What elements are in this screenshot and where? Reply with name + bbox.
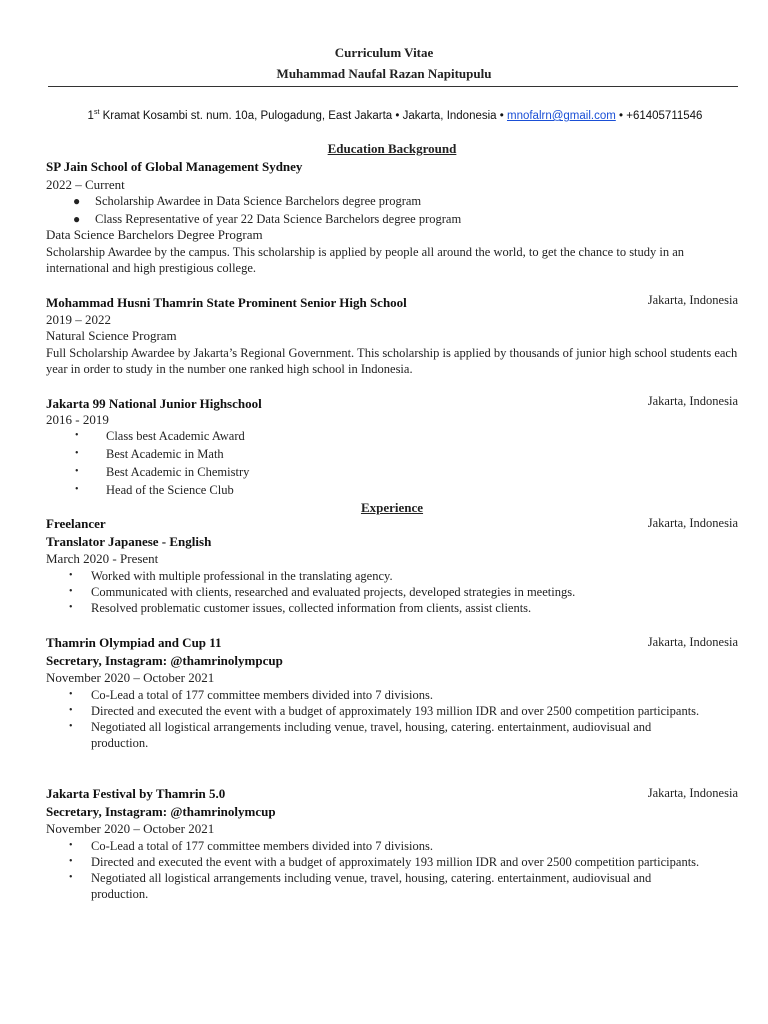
document-title: Curriculum Vitae [334,45,434,60]
list-item: • Negotiated all logistical arrangements including venue, travel, housing, catering. entertainment, audiovisual and production. [69,871,652,901]
jakarta99-location: Jakarta, Indonesia [647,394,738,408]
sp-jain-school-name: SP Jain School of Global Management Sydney [46,159,303,174]
bullet-icon: ● [73,212,81,226]
list-item: • Class best Academic Award [75,429,245,443]
list-item: • Best Academic in Math [75,447,224,461]
bullet-icon: • [69,721,73,732]
bullet-icon: • [69,586,73,597]
experience-section-title: Experience [360,500,424,515]
phone-number: • +61405711546 [615,109,703,122]
freelancer-bullet-list [60,568,700,616]
list-item: • Resolved problematic customer issues, collected information from clients, assist clients. [69,601,532,615]
list-item: • Directed and executed the event with a budget of approximately 193 million IDR and over 2500 competition participants. [69,855,700,869]
festival-bullet-list [60,838,700,902]
thamrin-description: Full Scholarship Awardee by Jakarta’s Regional Government. This scholarship is applied by thousands of junior high school students each year in order to study in the number one ranked high school in Indonesia. [46,346,738,376]
list-item: • Co-Lead a total of 177 committee members divided into 7 divisions. [69,688,433,702]
freelancer-org: Freelancer [46,516,106,531]
bullet-icon: ● [73,194,81,208]
bullet-icon: • [69,840,73,851]
olympiad-location: Jakarta, Indonesia [647,635,738,649]
sp-jain-description: Scholarship Awardee by the campus. This scholarship is applied by people all around the world, to get the chance to study in an international and high prestigious college. [46,245,685,275]
list-item: • Best Academic in Chemistry [75,465,250,479]
list-item: • Negotiated all logistical arrangements including venue, travel, housing, catering. entertainment, audiovisual and production. [69,720,652,750]
thamrin-school-name: Mohammad Husni Thamrin State Prominent Senior High School [46,295,407,310]
olympiad-role: Secretary, Instagram: @thamrinolympcup [46,653,283,668]
freelancer-period: March 2020 - Present [46,551,159,566]
festival-role: Secretary, Instagram: @thamrinolymcup [46,804,276,819]
header-divider [48,86,738,87]
address-text: Kramat Kosambi st. num. 10a, Pulogadung, East Jakarta • Jakarta, Indonesia • [99,109,507,122]
list-item: ● Class Representative of year 22 Data Science Barchelors degree program [73,212,462,226]
festival-org: Jakarta Festival by Thamrin 5.0 [46,786,226,801]
bullet-icon: • [75,430,79,441]
list-item: • Directed and executed the event with a budget of approximately 193 million IDR and over 2500 competition participants. [69,704,700,718]
bullet-icon: • [75,448,79,459]
email-link[interactable]: mnofalrn@gmail.com [506,109,616,122]
bullet-icon: • [69,570,73,581]
freelancer-role: Translator Japanese - English [46,534,212,549]
bullet-icon: • [69,602,73,613]
sp-jain-bullet-list [60,192,461,228]
list-item: • Worked with multiple professional in the translating agency. [69,569,393,583]
bullet-icon: • [69,689,73,700]
olympiad-org: Thamrin Olympiad and Cup 11 [46,635,222,650]
bullet-icon: • [69,705,73,716]
bullet-icon: • [69,872,73,883]
olympiad-period: November 2020 – October 2021 [46,670,215,685]
festival-location: Jakarta, Indonesia [647,786,738,800]
bullet-icon: • [75,466,79,477]
list-item: • Co-Lead a total of 177 committee members divided into 7 divisions. [69,839,433,853]
bullet-icon: • [75,484,79,495]
list-item: ● Scholarship Awardee in Data Science Barchelors degree program [73,194,422,208]
jakarta99-school-name: Jakarta 99 National Junior Highschool [46,396,262,411]
education-section-title: Education Background [327,141,457,156]
thamrin-program: Natural Science Program [46,328,177,343]
jakarta99-period: 2016 - 2019 [46,412,109,427]
sp-jain-program: Data Science Barchelors Degree Program [46,227,263,242]
list-item: • Communicated with clients, researched and evaluated projects, developed strategies in meetings. [69,585,576,599]
address-number: 1 [87,109,94,122]
sp-jain-period: 2022 – Current [46,177,125,192]
festival-period: November 2020 – October 2021 [46,821,215,836]
address-ordinal: st [93,109,100,116]
jakarta99-bullet-list [60,427,249,499]
contact-line [0,109,768,122]
person-name: Muhammad Naufal Razan Napitupulu [276,66,492,81]
freelancer-location: Jakarta, Indonesia [647,516,738,530]
list-item: • Head of the Science Club [75,483,234,497]
thamrin-period: 2019 – 2022 [46,312,111,327]
olympiad-bullet-list [60,687,700,751]
thamrin-location: Jakarta, Indonesia [647,293,738,307]
bullet-icon: • [69,856,73,867]
